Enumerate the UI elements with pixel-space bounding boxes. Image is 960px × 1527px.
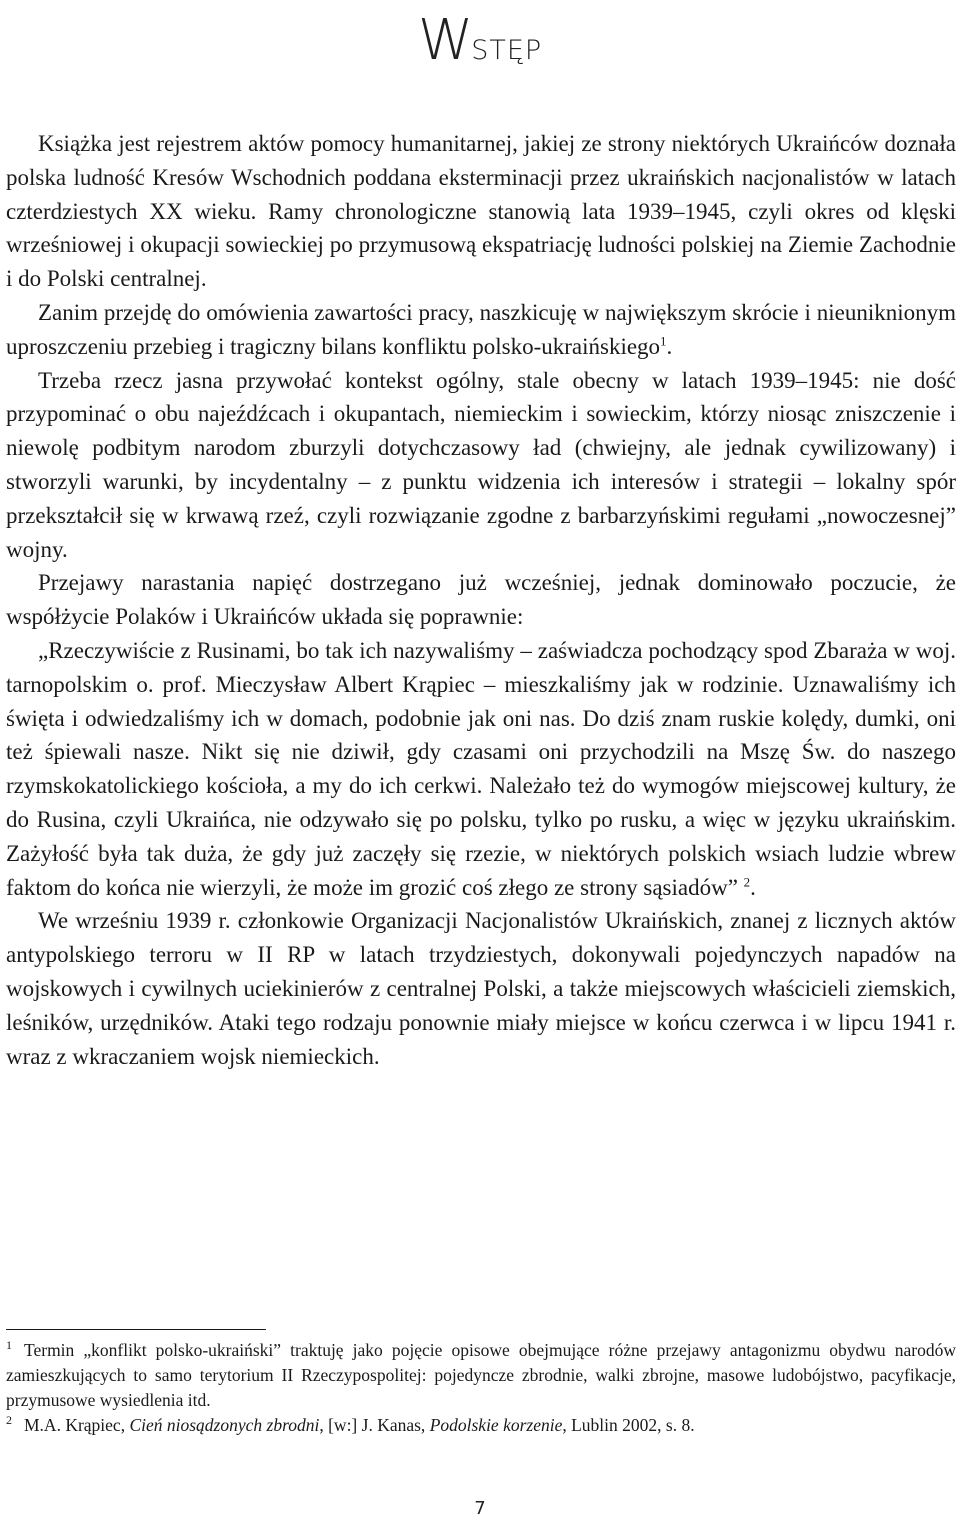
page-number: 7 [474,1498,486,1519]
footnote-2: $^2$ M.A. Krąpiec, Cień niosądzonych zbrodni, [w:] J. Kanas, Podolskie korzenie, Lublin 2002, s. 8. [6,1413,695,1435]
paragraph-quote: „Rzeczywiście z Rusinami, bo tak ich nazywaliśmy – zaświadcza pochodzący spod Zbaraża w woj. tarnopolskim o. prof. Mieczysław Albert Krąpiec – mieszkaliśmy jak w rodzinie. Uznawaliśmy ich święta i odwiedzaliśmy ich w domach, podobnie jak oni nas. Do dziś znam ruskie kolędy, dumki, oni też śpiewali nasze. Nikt się nie dziwił, gdy czasami oni przychodzili na Mszę Św. do naszego rzymskokatolickiego kościoła, a my do ich cerkwi. Należało też do wymogów miejscowej kultury, że do Rusina, czyli Ukraińca, nie odzywało się po polsku, tylko po rusku, a więc w języku ukraińskim. Zażyłość była tak duża, że gdy już zaczęły się rzezie, w niektórych polskich wsiach ludzie wbrew faktom do końca nie wierzyli, że może im grozić coś złego ze strony sąsiadów” $^2$. [6,637,956,900]
cited-title: Cień niosądzonych zbrodni [129,1415,320,1435]
cited-title: Podolskie korzenie [429,1415,563,1435]
footnote-mark: 1 [6,1338,12,1353]
paragraph-september: We wrześniu 1939 r. członkowie Organizacji Nacjonalistów Ukraińskich, znanej z licznych aktów antypolskiego terroru w II RP w latach trzydziestych, dokonywali pojedynczych napadów na wojskowych i cywilnych uciekinierów z centralnej Polski, a także miejscowych właścicieli ziemskich, leśników, urzędników. Ataki tego rodzaju ponownie miały miejsce w końcu czerwca i w lipcu 1941 r. wraz z wkraczaniem wojsk niemieckich. [6,908,956,1069]
footnote-1: $^1$ Termin „konflikt polsko-ukraiński” traktuję jako pojęcie opisowe obejmujące różne przejawy antagonizmu obydwu narodów zamieszkujących to samo terytorium II Rzeczypospolitej: pojedyncze zbrodnie, walki zbrojne, masowe ludobójstwo, pacyfikacje, przymusowe wysiedlenia itd. [6,1338,956,1410]
main-text [6,127,956,1073]
footnotes [6,1338,956,1438]
footnote-separator [6,1329,266,1330]
title-initial: W [417,8,472,73]
paragraph-tensions: Przejawy narastania napięć dostrzegano już wcześniej, jednak dominowało poczucie, że współżycie Polaków i Ukraińców układa się poprawnie: [6,570,956,630]
paragraph-outline: Zanim przejdę do omówienia zawartości pracy, naszkicuję w największym skrócie i nieuniknionym uproszczeniu przebieg i tragiczny bilans konfliktu polsko-ukraińskiego$^1$. [6,299,956,359]
paragraph-context: Trzeba rzecz jasna przywołać kontekst ogólny, stale obecny w latach 1939–1945: nie dość przypominać o obu najeźdźcach i okupantach, niemieckim i sowieckim, którzy niosąc zniszczenie i niewolę podbitym narodom zburzyli dotychczasowy ład (chwiejny, ale jednak cywilizowany) i stworzyli warunki, by incydentalny – z punktu widzenia ich interesów i strategii – lokalny spór przekształcił się w krwawą rzeź, czyli rozwiązanie zgodne z barbarzyńskimi regułami „nowoczesnej” wojny. [6,367,956,562]
paragraph-intro: Książka jest rejestrem aktów pomocy humanitarnej, jakiej ze strony niektórych Ukraińców doznała polska ludność Kresów Wschodnich poddana eksterminacji przez ukraińskich nacjonalistów w latach czterdziestych XX wieku. Ramy chronologiczne stanowią lata 1939–1945, czyli okres od klęski wrześniowej i okupacji sowieckiej po przymusową ekspatriację ludności polskiej na Ziemie Zachodnie i do Polski centralnej. [6,131,956,292]
footnote-ref-2[interactable]: 2 [743,873,751,889]
footnote-ref-1[interactable]: 1 [660,333,667,349]
page-title [0,8,960,73]
footnote-mark: 2 [6,1413,12,1428]
title-rest: STĘP [471,35,543,66]
